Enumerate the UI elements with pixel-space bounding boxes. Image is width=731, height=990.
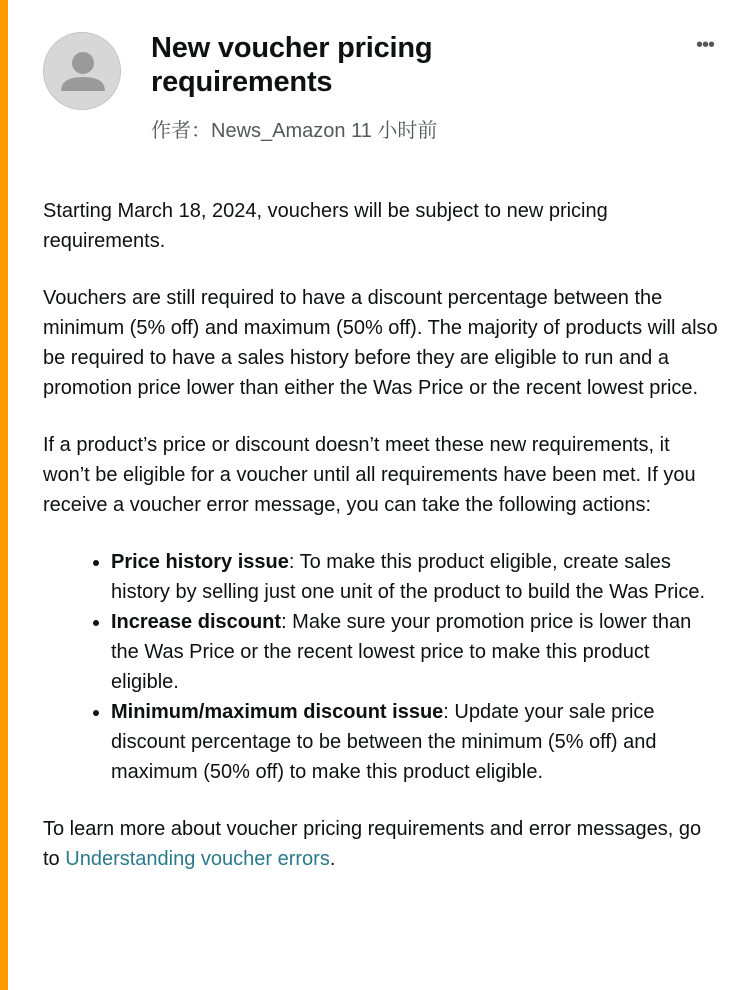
paragraph-closing: [43, 814, 718, 874]
list-item: [111, 697, 718, 787]
closing-period: .: [329, 848, 336, 870]
list-item: [111, 607, 718, 697]
action-text: : Make sure your promotion price is lower than the Was Price or the recent lowest price to make this product eligible.: [111, 611, 692, 693]
action-heading: Minimum/maximum discount issue: [111, 701, 444, 723]
action-text: : To make this product eligible, create sales history by selling just one unit of the product to build the Was Price.: [111, 551, 706, 603]
post-meta: [151, 117, 437, 145]
closing-text: To learn more about voucher pricing requirements and error messages, go to: [43, 818, 702, 870]
author-name[interactable]: News_Amazon: [211, 120, 346, 142]
author-prefix: 作者：: [151, 120, 211, 142]
post-time: 11 小时前: [351, 120, 438, 142]
paragraph-intro: Starting March 18, 2024, vouchers will be subject to new pricing requirements.: [43, 200, 608, 252]
post-title: New voucher pricing requirements: [151, 32, 433, 98]
actions-list: [43, 547, 718, 787]
default-user-icon[interactable]: [43, 32, 121, 110]
action-heading: Increase discount: [111, 611, 282, 633]
list-item: [111, 547, 718, 607]
paragraph-requirements: Vouchers are still required to have a discount percentage between the minimum (5% off) and maximum (50% off). The majority of products will also be required to have a sales history before they are eligible to run and a promotion price lower than either the Was Price or the recent lowest price.: [43, 287, 718, 399]
avatar-silhouette: [44, 33, 121, 110]
understanding-voucher-errors-link[interactable]: Understanding voucher errors: [65, 848, 330, 870]
action-heading: Price history issue: [111, 551, 289, 573]
action-text: : Update your sale price discount percentage to be between the minimum (5% off) and maximum (50% off) to make this product eligible.: [111, 701, 657, 783]
paragraph-actions-intro: If a product’s price or discount doesn’t meet these new requirements, it won’t be eligible for a voucher until all requirements have been met. If you receive a voucher error message, you can take the following actions:: [43, 434, 696, 516]
ellipsis-icon[interactable]: •••: [695, 34, 714, 56]
post-body: [43, 196, 718, 901]
